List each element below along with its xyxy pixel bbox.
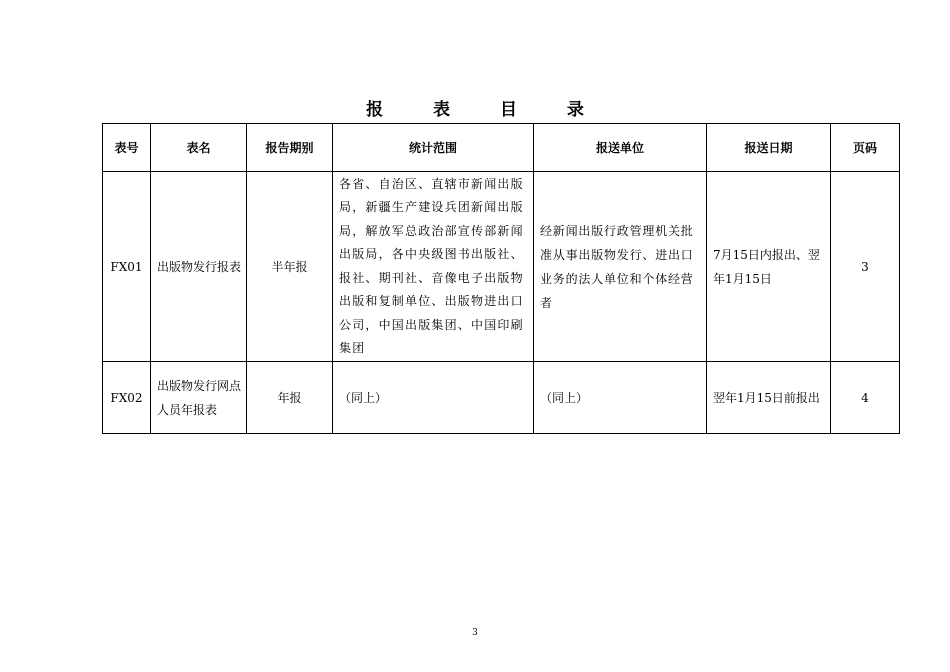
report-catalog-table xyxy=(102,123,900,434)
header-unit: 报送单位 xyxy=(534,124,707,172)
cell-unit: （同上） xyxy=(534,362,707,434)
cell-name: 出版物发行报表 xyxy=(151,172,247,362)
header-scope: 统计范围 xyxy=(333,124,534,172)
cell-code: FX01 xyxy=(103,172,151,362)
page-number: 3 xyxy=(472,628,478,638)
cell-unit: 经新闻出版行政管理机关批准从事出版物发行、进出口业务的法人单位和个体经营者 xyxy=(534,172,707,362)
table-row xyxy=(103,172,900,362)
header-date: 报送日期 xyxy=(707,124,831,172)
cell-scope: （同上） xyxy=(333,362,534,434)
cell-page: 3 xyxy=(831,172,900,362)
cell-period: 半年报 xyxy=(247,172,333,362)
header-page: 页码 xyxy=(831,124,900,172)
header-code: 表号 xyxy=(103,124,151,172)
cell-page: 4 xyxy=(831,362,900,434)
table-header-row xyxy=(103,124,900,172)
cell-date: 7月15日内报出、翌年1月15日 xyxy=(707,172,831,362)
table-row xyxy=(103,362,900,434)
cell-period: 年报 xyxy=(247,362,333,434)
page-title: 报 表 目 录 xyxy=(366,100,606,120)
header-period: 报告期别 xyxy=(247,124,333,172)
cell-date: 翌年1月15日前报出 xyxy=(707,362,831,434)
cell-scope: 各省、自治区、直辖市新闻出版局，新疆生产建设兵团新闻出版局，解放军总政治部宣传部新闻出版局，各中央级图书出版社、报社、期刊社、音像电子出版物出版和复制单位、出版物进出口公司，中国出版集团、中国印刷集团 xyxy=(333,172,534,362)
cell-name: 出版物发行网点人员年报表 xyxy=(151,362,247,434)
header-name: 表名 xyxy=(151,124,247,172)
cell-code: FX02 xyxy=(103,362,151,434)
